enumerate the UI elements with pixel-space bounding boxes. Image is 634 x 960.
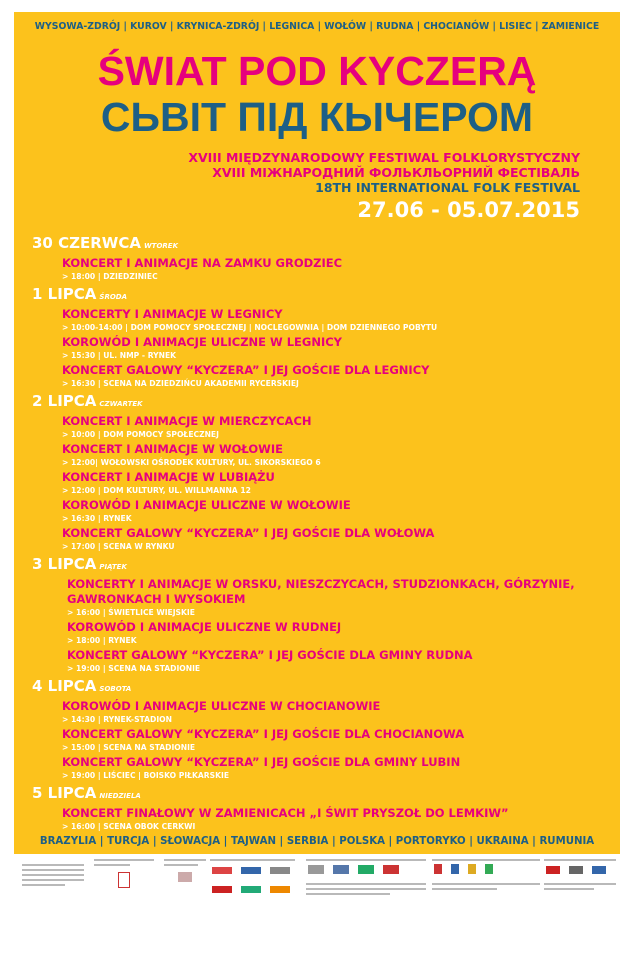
day-weekday: PIĄTEK (99, 563, 127, 571)
host-city: RUDNA (376, 21, 414, 32)
event-title: KONCERT FINAŁOWY W ZAMIENICACH „I ŚWIT PRYSZOŁ DO LEMKIW” (62, 806, 509, 820)
event-details: > 15:30 | UL. NMP - RYNEK (62, 351, 177, 360)
event (67, 620, 607, 646)
event-details: > 16:30 | SCENA NA DZIEDZIŃCU AKADEMII RYCERSKIEJ (62, 379, 299, 388)
event-details: > 10:00 | DOM POMOCY SPOŁECZNEJ (62, 430, 219, 439)
event-title: KONCERT I ANIMACJE W WOŁOWIE (62, 442, 284, 456)
organizer-logo-block (94, 856, 154, 894)
event-details: > 16:00 | SCENA OBOK CERKWI (62, 822, 196, 831)
day-date: 2 LIPCA (32, 392, 97, 410)
schedule (32, 231, 607, 834)
separator: | (465, 836, 477, 847)
event-title: KONCERT I ANIMACJE W MIERCZYCACH (62, 414, 312, 428)
media-partner-logo (241, 886, 261, 893)
event-title: KOROWÓD I ANIMACJE ULICZNE W WOŁOWIE (62, 498, 351, 512)
event (62, 307, 607, 333)
event-title: KONCERT GALOWY “KYCZERA” I JEJ GOŚCIE DLA CHOCIANOWA (62, 727, 465, 741)
country: UKRAINA (476, 836, 529, 847)
day-header (32, 676, 607, 699)
schedule-day (32, 284, 607, 389)
event (62, 335, 607, 361)
event-details: > 18:00 | RYNEK (67, 636, 137, 645)
event (62, 414, 607, 440)
separator: | (413, 21, 424, 32)
financial-support-block (432, 856, 540, 890)
event-title: KONCERTY I ANIMACJE W LEGNICY (62, 307, 283, 321)
separator: | (96, 836, 108, 847)
event (67, 577, 607, 618)
event-title: KOROWÓD I ANIMACJE ULICZNE W RUDNEJ (67, 620, 342, 634)
media-partner-logo (270, 886, 290, 893)
partner-logo (308, 865, 324, 874)
event-details: > 19:00 | LIŚCIEC | BOISKO PIŁKARSKIE (62, 771, 230, 780)
host-city: LEGNICA (269, 21, 315, 32)
country: SŁOWACJA (160, 836, 221, 847)
separator: | (366, 21, 377, 32)
event (62, 526, 607, 552)
media-partners-block (210, 856, 295, 899)
host-cities-bar (14, 21, 620, 32)
day-date: 4 LIPCA (32, 677, 97, 695)
event-title: KOROWÓD I ANIMACJE ULICZNE W LEGNICY (62, 335, 343, 349)
event (62, 470, 607, 496)
separator: | (275, 836, 287, 847)
day-date: 3 LIPCA (32, 555, 97, 573)
country: SERBIA (286, 836, 329, 847)
separator: | (384, 836, 396, 847)
event-details: > 16:30 | RYNEK (62, 514, 132, 523)
event (62, 498, 607, 524)
host-city: KUROV (130, 21, 167, 32)
event-details: > 19:00 | SCENA NA STADIONIE (67, 664, 201, 673)
sponsors-strip (14, 856, 620, 960)
day-header (32, 783, 607, 806)
main-partner-logo (546, 866, 560, 874)
media-partner-logo (212, 867, 232, 874)
event-details: > 10:00-14:00 | DOM POMOCY SPOŁECZNEJ | NOCLEGOWNIA | DOM DZIENNEGO POBYTU (62, 323, 438, 332)
event-title: KOROWÓD I ANIMACJE ULICZNE W CHOCIANOWIE (62, 699, 381, 713)
separator: | (489, 21, 500, 32)
schedule-day (32, 391, 607, 552)
subtitle-ukrainian: XVIII МІЖНАРОДНИЙ ФОЛЬКЛЬОРНИЙ ФЕСТІВАЛЬ (212, 165, 580, 180)
separator: | (528, 836, 540, 847)
subtitle-english: 18TH INTERNATIONAL FOLK FESTIVAL (315, 180, 580, 195)
event-details: > 12:00| WOŁOWSKI OŚRODEK KULTURY, UL. SIKORSKIEGO 6 (62, 458, 321, 467)
schedule-day (32, 676, 607, 781)
partner-logo (358, 865, 374, 874)
event-details: > 12:00 | DOM KULTURY, UL. WILLMANNA 12 (62, 486, 251, 495)
coat-of-arms-icon (468, 864, 476, 874)
event-title: KONCERT GALOWY “KYCZERA” I JEJ GOŚCIE DLA GMINY RUDNA (67, 648, 473, 662)
host-city: WOŁÓW (324, 21, 367, 32)
main-partners-block (544, 856, 616, 890)
day-weekday: NIEDZIELA (99, 792, 141, 800)
festival-partners-block (306, 856, 426, 895)
country: POLSKA (339, 836, 385, 847)
title-polish: ŚWIAT POD KYCZERĄ (97, 48, 537, 94)
separator: | (259, 21, 270, 32)
event (62, 363, 607, 389)
countries-bar (14, 836, 620, 847)
country: TAJWAN (230, 836, 276, 847)
day-header (32, 284, 607, 307)
event-details: > 18:00 | DZIEDZINIEC (62, 272, 158, 281)
separator: | (531, 21, 542, 32)
host-city: WYSOWA-ZDRÓJ (34, 21, 121, 32)
main-partner-logo (569, 866, 583, 874)
host-city: CHOCIANÓW (423, 21, 490, 32)
event-title: KONCERT I ANIMACJE NA ZAMKU GRODZIEC (62, 256, 343, 270)
separator: | (149, 836, 161, 847)
country: PORTORYKO (395, 836, 466, 847)
media-partner-logo (241, 867, 261, 874)
day-header (32, 391, 607, 414)
partner-logo (383, 865, 399, 874)
event-title: KONCERTY I ANIMACJE W ORSKU, NIESZCZYCACH, STUDZIONKACH, GÓRZYNIE, GAWRONKACH I WYSOKIEM (67, 577, 575, 606)
day-header (32, 554, 607, 577)
event-title: KONCERT GALOWY “KYCZERA” I JEJ GOŚCIE DLA WOŁOWA (62, 526, 435, 540)
subtitle-polish: XVIII MIĘDZYNARODOWY FESTIWAL FOLKLORYSTYCZNY (188, 150, 580, 165)
schedule-day (32, 554, 607, 674)
country: RUMUNIA (539, 836, 595, 847)
separator: | (120, 21, 131, 32)
event-details: > 14:30 | RYNEK-STADION (62, 715, 172, 724)
schedule-day (32, 783, 607, 832)
co-organizer-block (164, 856, 206, 888)
event-details: > 15:00 | SCENA NA STADIONIE (62, 743, 196, 752)
event-title: KONCERT I ANIMACJE W LUBIĄŻU (62, 470, 275, 484)
organizer-emblem-icon (118, 872, 130, 888)
organizer-block (22, 856, 84, 886)
partner-logo (333, 865, 349, 874)
day-date: 30 CZERWCA (32, 234, 141, 252)
festival-dates: 27.06 - 05.07.2015 (357, 198, 580, 222)
co-organizer-emblem-icon (178, 872, 192, 882)
day-weekday: ŚRODA (99, 293, 128, 301)
day-weekday: WTOREK (143, 242, 178, 250)
day-date: 5 LIPCA (32, 784, 97, 802)
day-weekday: SOBOTA (99, 685, 132, 693)
separator: | (314, 21, 325, 32)
host-city: LISIEC (499, 21, 532, 32)
coat-of-arms-icon (434, 864, 442, 874)
event (62, 442, 607, 468)
country: BRAZYLIA (39, 836, 97, 847)
event (62, 755, 607, 781)
event-details: > 16:00 | ŚWIETLICE WIEJSKIE (67, 608, 195, 617)
title-ukrainian: СЬВІТ ПІД КЫЧЕРОМ (100, 94, 534, 140)
event-title: KONCERT GALOWY “KYCZERA” I JEJ GOŚCIE DLA GMINY LUBIN (62, 755, 461, 769)
coat-of-arms-icon (451, 864, 459, 874)
main-partner-logo (592, 866, 606, 874)
event (62, 806, 607, 832)
separator: | (220, 836, 231, 847)
event (67, 648, 607, 674)
event (62, 699, 607, 725)
country: TURCJA (107, 836, 150, 847)
media-partner-logo (212, 886, 232, 893)
event-details: > 17:00 | SCENA W RYNKU (62, 542, 175, 551)
event (62, 256, 607, 282)
schedule-day (32, 233, 607, 282)
festival-poster (14, 12, 620, 854)
day-header (32, 233, 607, 256)
host-city: ZAMIENICE (541, 21, 600, 32)
day-weekday: CZWARTEK (99, 400, 143, 408)
host-city: KRYNICA-ZDRÓJ (176, 21, 260, 32)
event (62, 727, 607, 753)
separator: | (328, 836, 340, 847)
event-title: KONCERT GALOWY “KYCZERA” I JEJ GOŚCIE DLA LEGNICY (62, 363, 430, 377)
media-partner-logo (270, 867, 290, 874)
separator: | (166, 21, 177, 32)
day-date: 1 LIPCA (32, 285, 97, 303)
coat-of-arms-icon (485, 864, 493, 874)
